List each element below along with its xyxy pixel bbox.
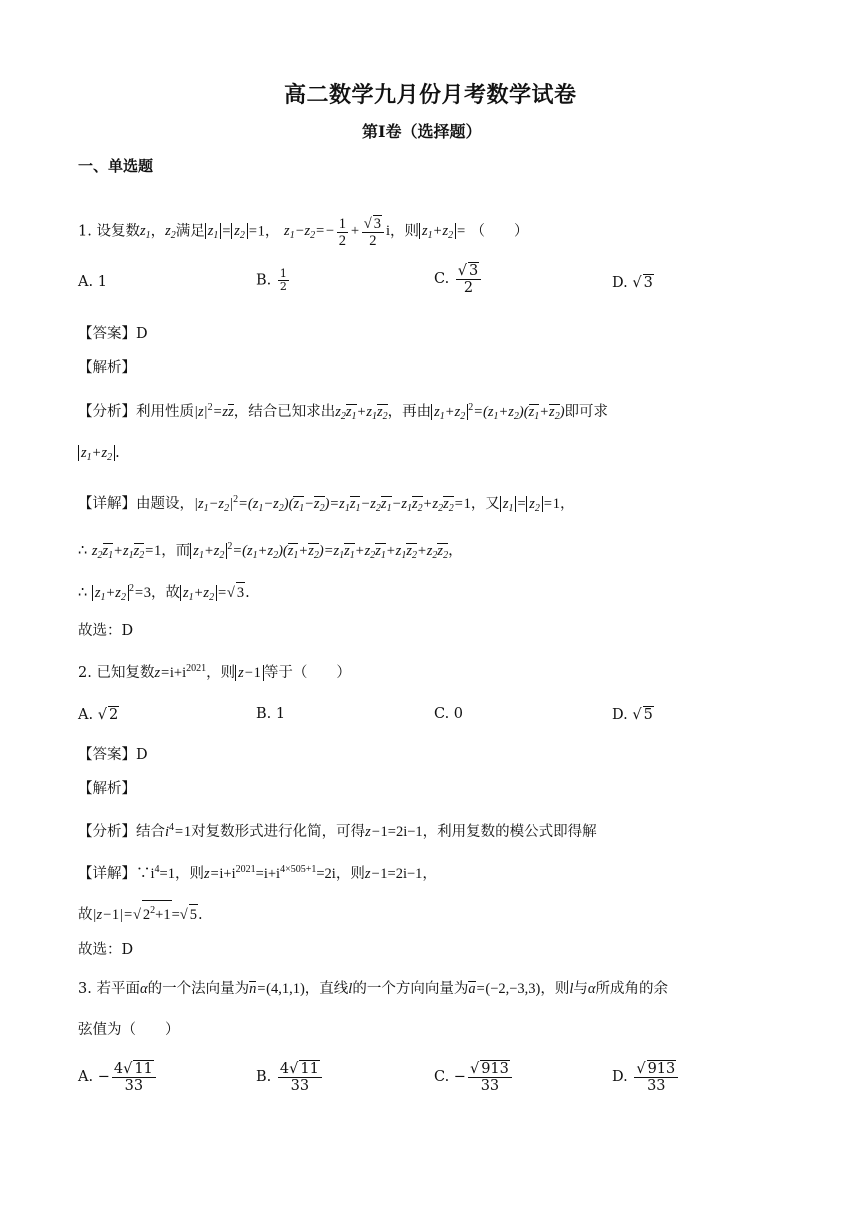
- q3-option-b: B. $\frac{4√ 11}{33}$: [256, 1060, 324, 1094]
- q3-option-d: D. $\frac{√ 913}{33}$: [612, 1060, 680, 1094]
- q3-option-c: C. − $\frac{√ 913}{33}$: [434, 1060, 514, 1094]
- q2-jiexi-label: 【解析】: [78, 781, 136, 797]
- q1-option-c: C. $\frac{√ 3}{2}$: [434, 262, 483, 296]
- q1-analysis: 【分析】利用性质$|z|^2=zz$，结合已知求出$z_2z_1+z_1z_2$，再由 $z_1+z_2^2=(z_1+z_2)(z_1+z_2)$即可求: [78, 402, 609, 422]
- q2-option-b: B. 1: [256, 706, 286, 722]
- question-3-stem-line2: 弦值为（ ）: [78, 1022, 180, 1038]
- q2-answer: 【答案】D: [78, 747, 148, 763]
- section-heading: 一、单选题: [78, 157, 154, 175]
- q1-choice: 故选：D: [78, 623, 134, 639]
- q2-analysis: 【分析】结合$i^4=1$对复数形式进行化简，可得z−1=2i−1，利用复数的模公式即得解: [78, 822, 597, 840]
- question-3-stem-line1: 3. 若平面α的一个法向量为n=(4,1,1)，直线l的一个方向向量为a=(−2,−3,3)，则l与α所成角的余: [78, 981, 669, 997]
- q3-option-a: A. − $\frac{4√ 11}{33}$: [78, 1060, 158, 1094]
- q2-option-a: A. √ 2: [78, 707, 119, 723]
- q1-detail-3: ∴ $z_1+z_2^2=3$，故 $z_1+z_2$ =√ 3.: [78, 583, 250, 603]
- q1-analysis-cont: $z_1+z_2$ .: [78, 443, 120, 468]
- q1-jiexi-label: 【解析】: [78, 360, 136, 376]
- q1-answer: 【答案】D: [78, 326, 148, 342]
- q1-detail-1: 【详解】由题设，$|z_1-z_2|^2=(z_1-z_2)(z_1-z_2)=z_1z_1-z_2z_1-z_1z_2+z_2z_2=1$，又 $z_1 = z_2 =1$，: [78, 494, 575, 514]
- q1-option-d: D. √ 3: [612, 275, 653, 291]
- q1-option-b: B. $\frac{1}{2}$: [256, 267, 287, 293]
- paper-subtitle: 第I卷（选择题）: [362, 122, 482, 141]
- q1-option-a: A. 1: [78, 274, 107, 290]
- page-title: 高二数学九月份月考数学试卷: [284, 82, 577, 108]
- q2-detail-2: 故|z−1|=√ $2^2+1=√$ 5.: [78, 900, 203, 925]
- q2-choice: 故选：D: [78, 942, 134, 958]
- q2-option-d: D. √ 5: [612, 707, 653, 723]
- question-2-stem: 2. 已知复数$z=i+i^{2021}$，则 z−1 等于（ ）: [78, 663, 351, 681]
- q2-option-c: C. 0: [434, 706, 464, 722]
- q2-detail-1: 【详解】$\because i^4=1$，则$z=i+i^{2021}=i+i^{4\times 505+1}=2i$，则z−1=2i−1，: [78, 864, 437, 882]
- question-1-stem: 1. 设复数$z_1$，$z_2$满足 $z_1 = z_2 =1$， $z_1-z_2=-$ $\frac{1}{2}$ + $\frac{√ 3}{2}$ i，则 $z_1+z_2$ = （ ）: [78, 215, 529, 249]
- q1-detail-2: ∴ $z_2z_1+z_1z_2=1$，而 $z_1+z_2^2=(z_1+z_2)(z_1+z_2)=z_1z_1+z_2z_1+z_1z_2+z_2z_2$，: [78, 541, 463, 561]
